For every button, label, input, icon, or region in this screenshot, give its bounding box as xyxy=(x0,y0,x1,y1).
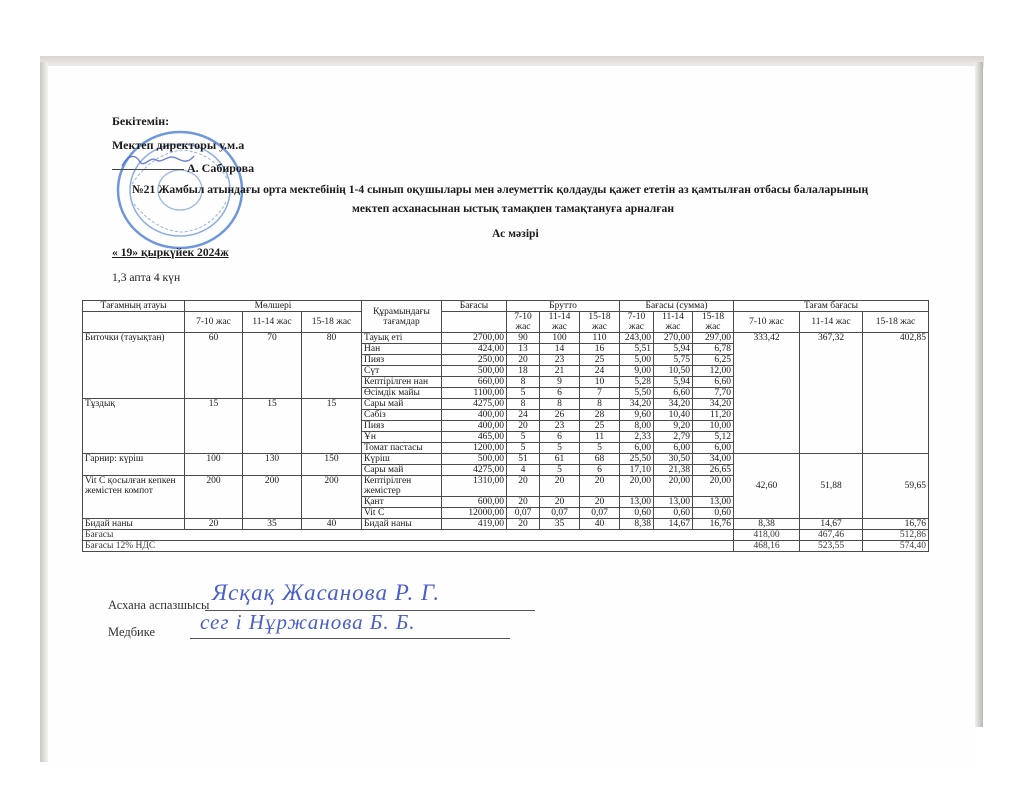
gross-value: 23 xyxy=(540,355,580,366)
ingredient-name: Нан xyxy=(362,344,442,355)
gross-value: 40 xyxy=(580,519,620,530)
ingredient-price: 419,00 xyxy=(442,519,507,530)
sum-value: 5,00 xyxy=(620,355,654,366)
header-gross-age-7-10: 7-10 жас xyxy=(507,312,540,333)
header-age-11-14: 11-14 жас xyxy=(243,312,302,333)
sum-value: 34,20 xyxy=(693,399,734,410)
sum-value: 16,76 xyxy=(693,519,734,530)
header-dish-price-age-7-10: 7-10 жас xyxy=(734,312,800,333)
ingredient-name: Сары май xyxy=(362,465,442,476)
sum-value: 7,70 xyxy=(693,388,734,399)
total-value: 467,46 xyxy=(800,530,863,541)
dish-amount: 200 xyxy=(243,476,302,519)
total-vat-row xyxy=(83,541,929,552)
ingredient-price: 500,00 xyxy=(442,454,507,465)
sum-value: 6,78 xyxy=(693,344,734,355)
sum-value: 2,33 xyxy=(620,432,654,443)
dish-name: Бидай наны xyxy=(83,519,185,530)
ingredient-price: 2700,00 xyxy=(442,333,507,344)
menu-date: « 19» қыркүйек 2024ж xyxy=(112,246,229,259)
header-sum-age-7-10: 7-10 жас xyxy=(620,312,654,333)
dish-price-value: 402,85 xyxy=(863,333,929,454)
approval-label: Бекітемін: xyxy=(112,114,170,128)
dish-price-value: 16,76 xyxy=(863,519,929,530)
dish-price-value: 8,38 xyxy=(734,519,800,530)
sum-value: 9,60 xyxy=(620,410,654,421)
dish-name: Биточки (тауықтан) xyxy=(83,333,185,399)
total-value: 418,00 xyxy=(734,530,800,541)
sum-value: 9,00 xyxy=(620,366,654,377)
sum-value: 34,20 xyxy=(620,399,654,410)
gross-value: 7 xyxy=(580,388,620,399)
gross-value: 5 xyxy=(507,443,540,454)
sum-value: 8,00 xyxy=(620,421,654,432)
dish-price-value: 333,42 xyxy=(734,333,800,454)
ingredient-name: Бидай наны xyxy=(362,519,442,530)
gross-value: 13 xyxy=(507,344,540,355)
header-dish-name: Тағамның атауы xyxy=(83,301,185,312)
total-vat-label: Бағасы 12% НДС xyxy=(83,541,734,552)
gross-value: 20 xyxy=(507,476,540,497)
dish-amount: 60 xyxy=(185,333,243,399)
sum-value: 6,00 xyxy=(620,443,654,454)
title-line-1: №21 Жамбыл атындағы орта мектебінің 1-4 сынып оқушылары мен әлеуметтік қолдауды қажет ететін аз қамтылған отбасы балаларының xyxy=(132,183,869,196)
dish-amount: 80 xyxy=(302,333,362,399)
gross-value: 28 xyxy=(580,410,620,421)
ingredient-price: 250,00 xyxy=(442,355,507,366)
gross-value: 20 xyxy=(507,355,540,366)
ingredient-price: 12000,00 xyxy=(442,508,507,519)
header-sum-age-15-18: 15-18 жас xyxy=(693,312,734,333)
gross-value: 51 xyxy=(507,454,540,465)
week-day-label: 1,3 апта 4 күн xyxy=(112,271,181,284)
ingredient-name: Кептірілген жемістер xyxy=(362,476,442,497)
sum-value: 5,12 xyxy=(693,432,734,443)
gross-value: 20 xyxy=(580,476,620,497)
title-line-2: мектеп асханасынан ыстық тамақпен тамақтануға арналған xyxy=(352,202,675,215)
nurse-signature: сег і Нұржанова Б. Б. xyxy=(200,610,416,634)
dish-name: Тұздық xyxy=(83,399,185,454)
ingredient-name: Тауық еті xyxy=(362,333,442,344)
header-age-7-10: 7-10 жас xyxy=(185,312,243,333)
sum-value: 8,38 xyxy=(620,519,654,530)
sum-value: 243,00 xyxy=(620,333,654,344)
ingredient-price: 4275,00 xyxy=(442,465,507,476)
dish-price-value: 42,60 xyxy=(734,454,800,519)
header-price: Бағасы xyxy=(442,301,507,312)
dish-amount: 130 xyxy=(243,454,302,476)
scan-right-edge xyxy=(975,62,983,727)
ingredient-name: Ұн xyxy=(362,432,442,443)
gross-value: 5 xyxy=(507,388,540,399)
gross-value: 24 xyxy=(580,366,620,377)
ingredient-price: 400,00 xyxy=(442,421,507,432)
director-signature-icon xyxy=(118,150,198,172)
sum-value: 0,60 xyxy=(654,508,693,519)
sum-value: 20,00 xyxy=(620,476,654,497)
dish-amount: 200 xyxy=(185,476,243,519)
total-row xyxy=(83,530,929,541)
menu-heading: Ас мәзірі xyxy=(492,227,539,240)
gross-value: 8 xyxy=(507,377,540,388)
gross-value: 16 xyxy=(580,344,620,355)
sum-value: 13,00 xyxy=(693,497,734,508)
gross-value: 20 xyxy=(580,497,620,508)
sum-value: 14,67 xyxy=(654,519,693,530)
director-name: А. Сабирова xyxy=(187,161,255,175)
table-row xyxy=(83,333,929,344)
header-price-blank xyxy=(442,312,507,333)
ingredient-name: Сәбіз xyxy=(362,410,442,421)
gross-value: 24 xyxy=(507,410,540,421)
gross-value: 110 xyxy=(580,333,620,344)
dish-amount: 15 xyxy=(185,399,243,454)
sum-value: 34,00 xyxy=(693,454,734,465)
dish-price-value: 367,32 xyxy=(800,333,863,454)
total-vat-value: 468,16 xyxy=(734,541,800,552)
header-dish-price-age-11-14: 11-14 жас xyxy=(800,312,863,333)
total-vat-value: 523,55 xyxy=(800,541,863,552)
sum-value: 30,50 xyxy=(654,454,693,465)
nurse-label: Медбике xyxy=(108,625,156,639)
ingredient-name: Сары май xyxy=(362,399,442,410)
gross-value: 20 xyxy=(507,519,540,530)
sum-value: 5,75 xyxy=(654,355,693,366)
header-sum: Бағасы (сумма) xyxy=(620,301,734,312)
sum-value: 0,60 xyxy=(620,508,654,519)
header-gross-age-15-18: 15-18 жас xyxy=(580,312,620,333)
ingredient-price: 1200,00 xyxy=(442,443,507,454)
gross-value: 20 xyxy=(507,497,540,508)
ingredient-price: 424,00 xyxy=(442,344,507,355)
gross-value: 11 xyxy=(580,432,620,443)
sum-value: 12,00 xyxy=(693,366,734,377)
dish-amount: 15 xyxy=(302,399,362,454)
sum-value: 17,10 xyxy=(620,465,654,476)
sum-value: 5,28 xyxy=(620,377,654,388)
gross-value: 8 xyxy=(540,399,580,410)
gross-value: 18 xyxy=(507,366,540,377)
sum-value: 9,20 xyxy=(654,421,693,432)
gross-value: 100 xyxy=(540,333,580,344)
dish-amount: 40 xyxy=(302,519,362,530)
ingredient-price: 400,00 xyxy=(442,410,507,421)
gross-value: 5 xyxy=(580,443,620,454)
dish-name: Гарнир: күріш xyxy=(83,454,185,476)
header-age-15-18: 15-18 жас xyxy=(302,312,362,333)
total-value: 512,86 xyxy=(863,530,929,541)
gross-value: 21 xyxy=(540,366,580,377)
total-vat-value: 574,40 xyxy=(863,541,929,552)
dish-amount: 100 xyxy=(185,454,243,476)
sum-value: 13,00 xyxy=(620,497,654,508)
sum-value: 25,50 xyxy=(620,454,654,465)
gross-value: 35 xyxy=(540,519,580,530)
sum-value: 5,50 xyxy=(620,388,654,399)
sum-value: 10,50 xyxy=(654,366,693,377)
ingredient-price: 1310,00 xyxy=(442,476,507,497)
dish-price-value: 51,88 xyxy=(800,454,863,519)
header-sum-age-11-14: 11-14 жас xyxy=(654,312,693,333)
scan-left-edge xyxy=(40,62,48,762)
sum-value: 13,00 xyxy=(654,497,693,508)
ingredient-name: Сүт xyxy=(362,366,442,377)
gross-value: 9 xyxy=(540,377,580,388)
menu-table xyxy=(82,300,929,552)
header-ingredients: Құрамындағы тағамдар xyxy=(362,301,442,333)
gross-value: 25 xyxy=(580,355,620,366)
ingredient-price: 660,00 xyxy=(442,377,507,388)
gross-value: 0,07 xyxy=(540,508,580,519)
ingredient-price: 500,00 xyxy=(442,366,507,377)
dish-amount: 150 xyxy=(302,454,362,476)
table-row xyxy=(83,454,929,465)
ingredient-price: 600,00 xyxy=(442,497,507,508)
dish-amount: 200 xyxy=(302,476,362,519)
gross-value: 25 xyxy=(580,421,620,432)
gross-value: 61 xyxy=(540,454,580,465)
dish-amount: 70 xyxy=(243,333,302,399)
gross-value: 14 xyxy=(540,344,580,355)
header-gross: Брутто xyxy=(507,301,620,312)
sum-value: 2,79 xyxy=(654,432,693,443)
ingredient-name: Кептірілген нан xyxy=(362,377,442,388)
ingredient-name: Өсімдік майы xyxy=(362,388,442,399)
ingredient-price: 1100,00 xyxy=(442,388,507,399)
gross-value: 0,07 xyxy=(507,508,540,519)
sum-value: 26,65 xyxy=(693,465,734,476)
gross-value: 20 xyxy=(540,497,580,508)
ingredient-name: Vit C xyxy=(362,508,442,519)
gross-value: 6 xyxy=(540,432,580,443)
sum-value: 5,94 xyxy=(654,344,693,355)
ingredient-price: 465,00 xyxy=(442,432,507,443)
sum-value: 5,51 xyxy=(620,344,654,355)
dish-name: Vit C қосылған кепкен жемістен компот xyxy=(83,476,185,519)
director-title: Мектеп директоры у.м.а xyxy=(112,138,245,152)
header-gross-age-11-14: 11-14 жас xyxy=(540,312,580,333)
ingredient-name: Томат пастасы xyxy=(362,443,442,454)
sum-value: 11,20 xyxy=(693,410,734,421)
sum-value: 6,00 xyxy=(654,443,693,454)
gross-value: 10 xyxy=(580,377,620,388)
sum-value: 5,94 xyxy=(654,377,693,388)
sum-value: 297,00 xyxy=(693,333,734,344)
ingredient-price: 4275,00 xyxy=(442,399,507,410)
gross-value: 5 xyxy=(540,443,580,454)
cook-label: Асхана аспазшысы xyxy=(108,598,210,612)
sum-value: 10,00 xyxy=(693,421,734,432)
header-dish-price-age-15-18: 15-18 жас xyxy=(863,312,929,333)
gross-value: 26 xyxy=(540,410,580,421)
sum-value: 6,60 xyxy=(654,388,693,399)
dish-amount: 35 xyxy=(243,519,302,530)
gross-value: 8 xyxy=(580,399,620,410)
sum-value: 6,25 xyxy=(693,355,734,366)
dish-price-value: 14,67 xyxy=(800,519,863,530)
dish-amount: 20 xyxy=(185,519,243,530)
dish-price-value: 59,65 xyxy=(863,454,929,519)
gross-value: 8 xyxy=(507,399,540,410)
gross-value: 6 xyxy=(580,465,620,476)
gross-value: 6 xyxy=(540,388,580,399)
cook-signature: Ясқақ Жасанова Р. Г. xyxy=(212,580,441,605)
gross-value: 5 xyxy=(540,465,580,476)
ingredient-name: Пияз xyxy=(362,355,442,366)
ingredient-name: Күріш xyxy=(362,454,442,465)
gross-value: 0,07 xyxy=(580,508,620,519)
sum-value: 270,00 xyxy=(654,333,693,344)
sum-value: 21,38 xyxy=(654,465,693,476)
sum-value: 10,40 xyxy=(654,410,693,421)
sum-value: 34,20 xyxy=(654,399,693,410)
gross-value: 20 xyxy=(507,421,540,432)
gross-value: 4 xyxy=(507,465,540,476)
dish-amount: 15 xyxy=(243,399,302,454)
sum-value: 20,00 xyxy=(654,476,693,497)
gross-value: 68 xyxy=(580,454,620,465)
sum-value: 0,60 xyxy=(693,508,734,519)
sum-value: 6,00 xyxy=(693,443,734,454)
sum-value: 6,60 xyxy=(693,377,734,388)
header-amount: Мөлшері xyxy=(185,301,362,312)
ingredient-name: Пияз xyxy=(362,421,442,432)
gross-value: 20 xyxy=(540,476,580,497)
header-dish-price: Тағам бағасы xyxy=(734,301,929,312)
total-label: Бағасы xyxy=(83,530,734,541)
table-row xyxy=(83,519,929,530)
sum-value: 20,00 xyxy=(693,476,734,497)
ingredient-name: Қант xyxy=(362,497,442,508)
gross-value: 23 xyxy=(540,421,580,432)
gross-value: 90 xyxy=(507,333,540,344)
header-dish-name-blank xyxy=(83,312,185,333)
gross-value: 5 xyxy=(507,432,540,443)
